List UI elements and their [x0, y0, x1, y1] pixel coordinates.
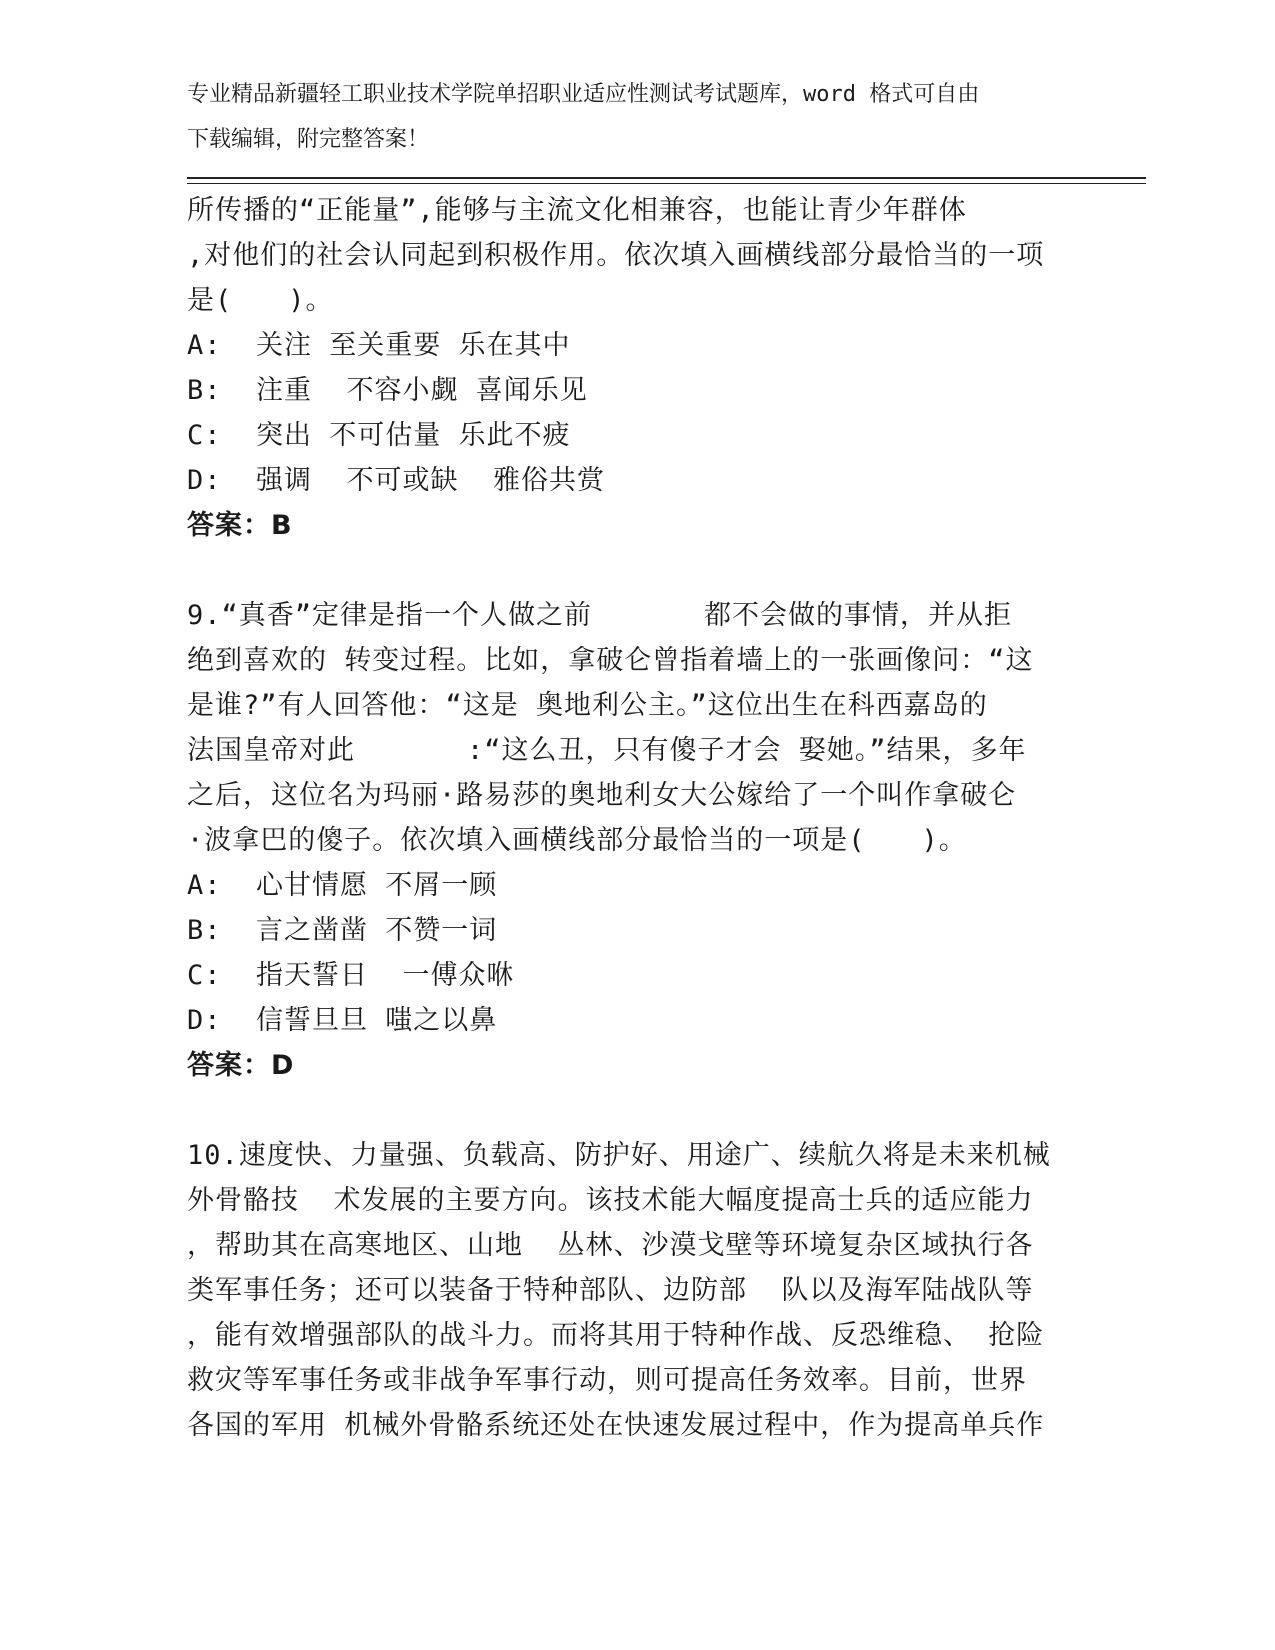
- question-text-line: ，能有效增强部队的战斗力。而将其用于特种作战、反恐维稳、 抢险: [187, 1320, 1045, 1351]
- question-text-line: 是谁?”有人回答他：“这是 奥地利公主。”这位出生在科西嘉岛的: [187, 690, 988, 721]
- question-text-line: 是( )。: [187, 285, 334, 316]
- question-text-line: 9.“真香”定律是指一个人做之前 都不会做的事情，并从拒: [187, 600, 1013, 631]
- option-b: B: 注重 不容小觑 喜闻乐见: [187, 375, 588, 406]
- option-b: B: 言之凿凿 不赞一词: [187, 915, 498, 946]
- header-line-2: 下载编辑，附完整答案！: [187, 127, 430, 152]
- header-line-1: 专业精品新疆轻工职业技术学院单招职业适应性测试考试题库，word 格式可自由: [187, 82, 980, 107]
- answer-label: 答案：D: [187, 1050, 295, 1081]
- option-d: D: 强调 不可或缺 雅俗共赏: [187, 465, 606, 496]
- question-text-line: ，帮助其在高寒地区、山地 丛林、沙漠戈壁等环境复杂区域执行各: [187, 1230, 1034, 1261]
- answer-label: 答案：B: [187, 510, 293, 541]
- question-text-line: 10.速度快、力量强、负载高、防护好、用途广、续航久将是未来机械: [187, 1140, 1051, 1171]
- question-text-line: 之后，这位名为玛丽·路易莎的奥地利女大公嫁给了一个叫作拿破仑: [187, 780, 1017, 811]
- question-text-line: 法国皇帝对此 :“这么丑，只有傻子才会 娶她。”结果，多年: [187, 735, 1027, 766]
- question-text-line: 救灾等军事任务或非战争军事行动，则可提高任务效率。目前，世界: [187, 1365, 1027, 1396]
- question-text-line: 外骨骼技 术发展的主要方向。该技术能大幅度提高士兵的适应能力: [187, 1185, 1034, 1216]
- header-divider-thin: [187, 183, 1146, 184]
- question-8: [187, 188, 1147, 548]
- option-c: C: 突出 不可估量 乐此不疲: [187, 420, 571, 451]
- header-divider-thick: [187, 177, 1146, 179]
- question-text-line: 类军事任务；还可以装备于特种部队、边防部 队以及海军陆战队等: [187, 1275, 1034, 1306]
- question-9: [187, 593, 1147, 1088]
- spacer: [187, 1088, 1147, 1133]
- question-10: [187, 1133, 1147, 1448]
- question-text-line: ·波拿巴的傻子。依次填入画横线部分最恰当的一项是( )。: [187, 825, 967, 856]
- page-header: [187, 72, 1067, 162]
- question-text-line: ,对他们的社会认同起到积极作用。依次填入画横线部分最恰当的一项: [187, 240, 1045, 271]
- document-body: [187, 188, 1147, 1448]
- question-text-line: 各国的军用 机械外骨骼系统还处在快速发展过程中，作为提高单兵作: [187, 1410, 1045, 1441]
- question-text-line: 绝到喜欢的 转变过程。比如，拿破仑曾指着墙上的一张画像问：“这: [187, 645, 1034, 676]
- option-d: D: 信誓旦旦 嗤之以鼻: [187, 1005, 498, 1036]
- spacer: [187, 548, 1147, 593]
- option-a: A: 关注 至关重要 乐在其中: [187, 330, 571, 361]
- question-text-line: 所传播的“正能量”,能够与主流文化相兼容，也能让青少年群体: [187, 195, 967, 226]
- option-a: A: 心甘情愿 不屑一顾: [187, 870, 498, 901]
- option-c: C: 指天誓日 一傅众咻: [187, 960, 515, 991]
